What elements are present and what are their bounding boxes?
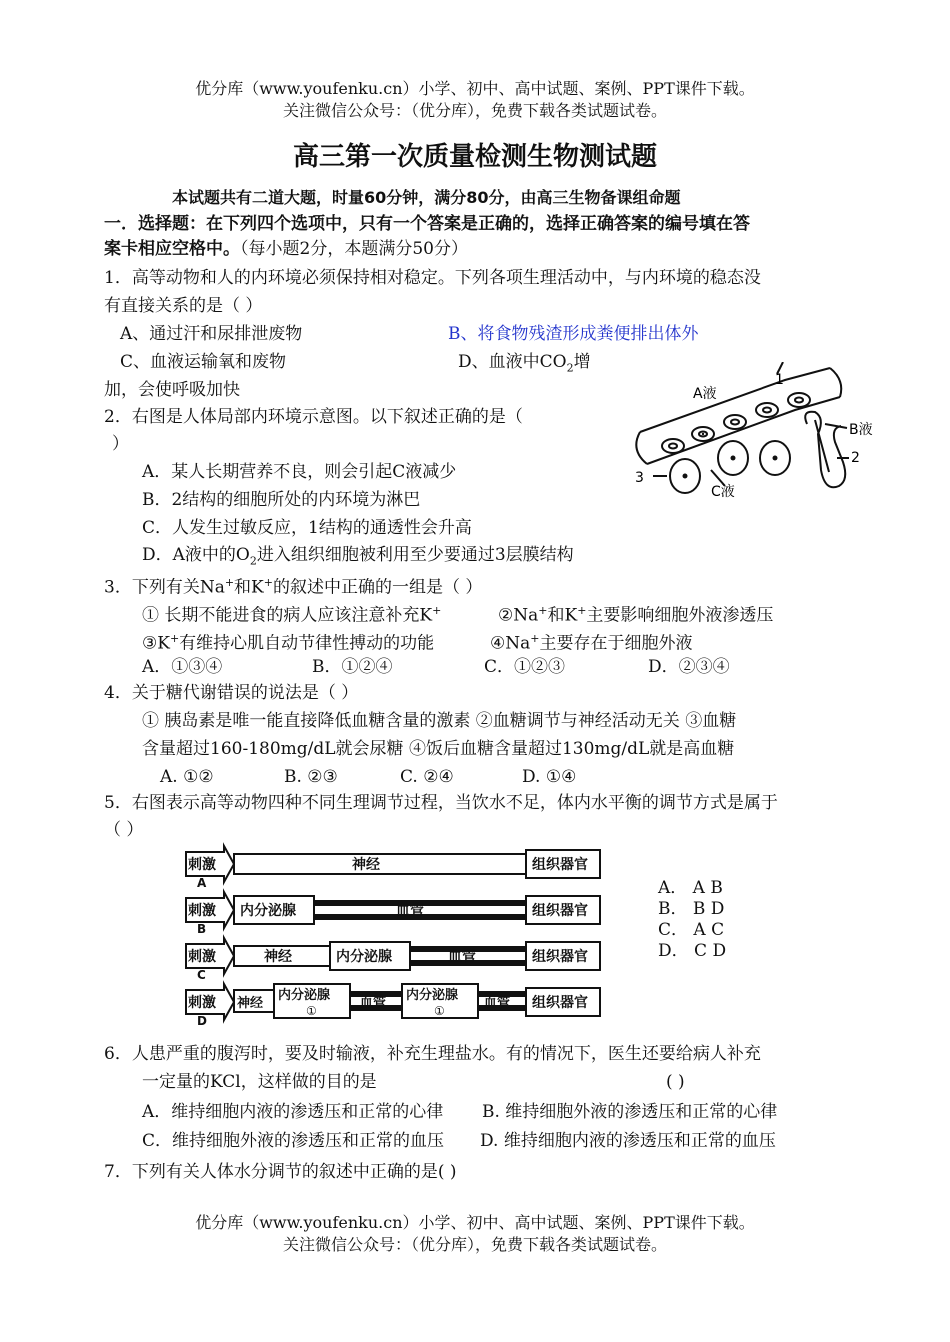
row-d-organ: 组织器官: [532, 995, 588, 1011]
row-d-gland-2: 内分泌腺: [406, 988, 459, 1003]
q3-option-d: D．②③④: [648, 657, 730, 677]
q2-tissue-diagram: [625, 362, 895, 512]
q3-option-a: A．①③④: [142, 657, 223, 677]
label-a-fluid: A液: [693, 386, 717, 402]
row-d-stimulus: 刺激: [188, 995, 216, 1011]
q1-stem-b: 有直接关系的是（ ）: [104, 296, 263, 316]
q5-stem-b: （ ）: [104, 820, 144, 840]
q2-option-d: [142, 543, 574, 573]
row-a-label: A: [197, 876, 207, 890]
q3-s2-text: ②Na: [498, 605, 539, 626]
q3-s2-text2: 和K: [547, 605, 578, 626]
row-c-stimulus: 刺激: [188, 949, 216, 965]
q1-option-a: A、通过汗和尿排泄废物: [120, 324, 303, 344]
header-line-1: 优分库（www.youfenku.cn）小学、初中、高中试题、案例、PPT课件下载。: [195, 79, 755, 98]
q3-stem-text: 3．下列有关Na: [104, 577, 225, 598]
q2-stem-b: ）: [112, 434, 129, 454]
q1-option-d-sub: 2: [566, 361, 574, 375]
q1-option-d: [458, 350, 591, 380]
q3-s4-text: ④Na: [490, 633, 531, 654]
q5-option-c: C． A C: [658, 920, 725, 940]
q5-stem-a: 5．右图表示高等动物四种不同生理调节过程，当饮水不足，体内水平衡的调节方式是属于: [104, 793, 778, 813]
label-2: 2: [851, 450, 860, 466]
q4-option-c: C. ②④: [400, 767, 454, 787]
q2-option-c: C．人发生过敏反应，1结构的通透性会升高: [142, 518, 472, 538]
q6-answer-paren: ( ): [666, 1072, 685, 1092]
q6-option-d: D. 维持细胞内液的渗透压和正常的血压: [480, 1131, 776, 1151]
q3-s1-text: ① 长期不能进食的病人应该注意补充K: [142, 605, 433, 626]
row-a-stimulus: 刺激: [188, 857, 216, 873]
q4-statements-b: 含量超过160-180mg/dL就会尿糖 ④饭后血糖含量超过130mg/dL就是高血糖: [142, 739, 735, 759]
q5-regulation-diagram: [182, 842, 607, 1027]
row-b-stimulus: 刺激: [188, 903, 216, 919]
row-d-vessel-1: 血管: [360, 996, 387, 1011]
row-c-nerve: 神经: [264, 949, 292, 965]
q3-statement-3: [142, 627, 434, 656]
row-a-nerve: 神经: [352, 857, 380, 873]
q5-option-d: D． C D: [658, 941, 727, 961]
label-3: 3: [635, 470, 644, 486]
row-c-label: C: [197, 968, 206, 982]
row-c-gland: 内分泌腺: [336, 949, 392, 965]
q2-option-a: A．某人长期营养不良，则会引起C液减少: [142, 462, 457, 482]
footer-line-1: 优分库（www.youfenku.cn）小学、初中、高中试题、案例、PPT课件下载。: [195, 1213, 755, 1232]
label-1: 1: [775, 372, 784, 388]
q1-option-b: B、将食物残渣形成粪便排出体外: [448, 324, 699, 344]
section1-heading-b: [104, 237, 468, 261]
q3-stem-sup: +: [224, 576, 235, 589]
q3-s3-text2: 有维持心肌自动节律性搏动的功能: [179, 633, 435, 654]
row-d-nerve: 神经: [237, 996, 264, 1011]
q3-s2-sup2: +: [577, 604, 587, 617]
row-d-circle-2: ①: [434, 1004, 445, 1018]
q2-stem-a: 2．右图是人体局部内环境示意图。以下叙述正确的是（: [104, 407, 523, 427]
q3-s3-sup: +: [169, 632, 180, 645]
q3-s4-text2: 主要存在于细胞外液: [539, 633, 693, 654]
page-title: 高三第一次质量检测生物测试题: [292, 142, 657, 172]
q3-option-b: B．①②④: [312, 657, 393, 677]
q3-s3-text: ③K: [142, 633, 170, 654]
row-b-label: B: [197, 922, 207, 936]
section1-note: （每小题2分，本题满分50分）: [240, 239, 468, 259]
row-b-vessel: 血管: [396, 903, 424, 919]
q1-option-d-text2: 增: [573, 352, 591, 372]
q3-s1-sup: +: [432, 604, 442, 617]
q2-option-d-sub: 2: [249, 554, 257, 568]
row-d-label: D: [197, 1014, 207, 1027]
label-b-fluid: B液: [849, 422, 873, 438]
section1-heading-a: 一．选择题：在下列四个选项中，只有一个答案是正确的，选择正确答案的编号填在答: [104, 214, 750, 234]
q4-stem: 4．关于糖代谢错误的说法是（ ）: [104, 683, 359, 703]
q3-s2-text3: 主要影响细胞外液渗透压: [586, 605, 774, 626]
q5-option-a: A． A B: [658, 878, 723, 898]
row-b-organ: 组织器官: [532, 903, 588, 919]
q6-option-b: B. 维持细胞外液的渗透压和正常的心律: [482, 1102, 778, 1122]
q1-option-d-cont: 加，会使呼吸加快: [104, 380, 240, 400]
row-d-vessel-2: 血管: [484, 996, 511, 1011]
footer-line-2: 关注微信公众号：（优分库），免费下载各类试题试卷。: [282, 1235, 667, 1254]
q5-option-b: B． B D: [658, 899, 725, 919]
q4-option-d: D. ①④: [522, 767, 577, 787]
row-d-circle-1: ①: [306, 1004, 317, 1018]
q3-statement-1: [142, 599, 441, 628]
q3-stem-text3: 的叙述中正确的一组是（ ）: [272, 577, 483, 598]
q6-option-a: A．维持细胞内液的渗透压和正常的心律: [142, 1102, 444, 1122]
q6-stem-a: 6．人患严重的腹泻时，要及时输液，补充生理盐水。有的情况下，医生还要给病人补充: [104, 1044, 761, 1064]
subtitle: 本试题共有二道大题，时量60分钟，满分80分，由高三生物备课组命题: [172, 188, 681, 207]
q3-s4-sup: +: [530, 632, 540, 645]
q3-stem-sup2: +: [263, 576, 273, 589]
header-line-2: 关注微信公众号：（优分库），免费下载各类试题试卷。: [282, 101, 667, 120]
q3-statement-4: [490, 627, 692, 656]
q3-stem-text2: 和K: [234, 577, 264, 598]
q1-stem-a: 1．高等动物和人的内环境必须保持相对稳定。下列各项生理活动中，与内环境的稳态没: [104, 268, 761, 288]
q4-option-a: A. ①②: [160, 767, 214, 787]
q1-option-d-text: D、血液中CO: [458, 352, 567, 372]
q3-stem: [104, 571, 482, 600]
q2-option-d-text2: 进入组织细胞被利用至少要通过3层膜结构: [256, 545, 574, 565]
q1-option-c: C、血液运输氧和废物: [120, 352, 287, 372]
q6-stem-b: 一定量的KCl，这样做的目的是: [142, 1072, 377, 1092]
row-d-gland-1: 内分泌腺: [278, 988, 331, 1003]
row-c-organ: 组织器官: [532, 949, 588, 965]
q4-statements-a: ① 胰岛素是唯一能直接降低血糖含量的激素 ②血糖调节与神经活动无关 ③血糖: [142, 711, 737, 731]
label-c-fluid: C液: [711, 484, 735, 500]
q3-s2-sup: +: [538, 604, 548, 617]
row-a-organ: 组织器官: [532, 857, 588, 873]
q2-option-b: B．2结构的细胞所处的内环境为淋巴: [142, 490, 421, 510]
q3-option-c: C．①②③: [484, 657, 566, 677]
row-b-gland: 内分泌腺: [240, 903, 296, 919]
q3-statement-2: [498, 599, 773, 628]
q2-option-d-text: D．A液中的O: [142, 545, 250, 565]
q6-option-c: C．维持细胞外液的渗透压和正常的血压: [142, 1131, 445, 1151]
q4-option-b: B. ②③: [284, 767, 338, 787]
q7-stem: 7．下列有关人体水分调节的叙述中正确的是( ): [104, 1162, 457, 1182]
section1-heading-b-text: 案卡相应空格中。: [104, 239, 240, 259]
row-c-vessel: 血管: [448, 949, 476, 965]
